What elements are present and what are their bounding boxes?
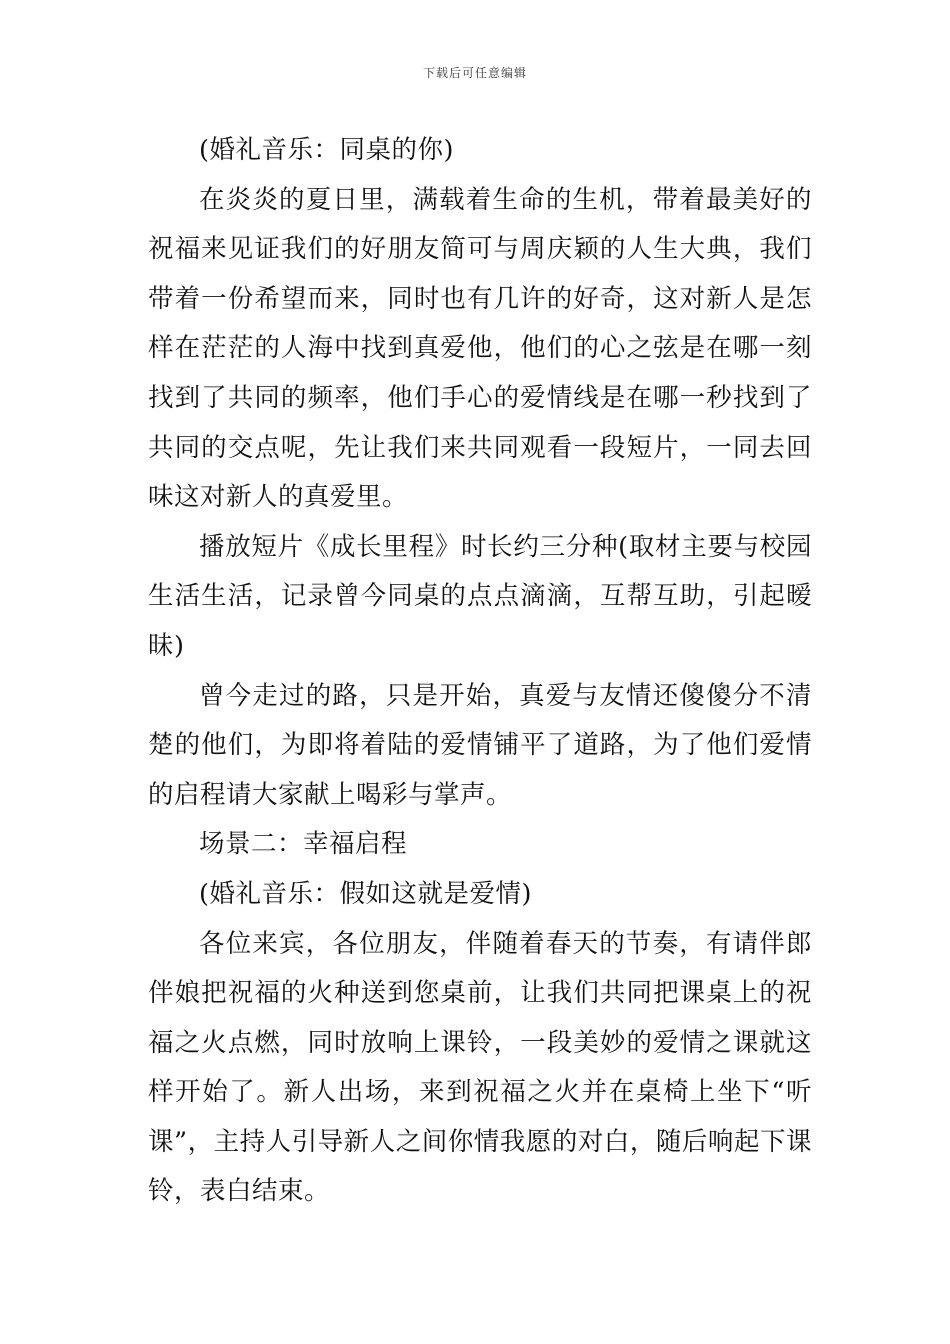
paragraph-short-film: 播放短片《成长里程》时长约三分种(取材主要与校园生活生活，记录曾今同桌的点点滴滴，互帮互助，引起暧昧): [148, 531, 812, 661]
paragraph-scene-two-narration: 各位来宾，各位朋友，伴随着春天的节奏，有请伴郎伴娘把祝福的火种送到您桌前，让我们共同把课桌上的祝福之火点燃，同时放响上课铃，一段美妙的爱情之课就这样开始了。新人出场，来到祝福之火并在桌椅上坐下“听课”，主持人引导新人之间你情我愿的对白，随后响起下课铃，表白结束。: [148, 928, 812, 1207]
paragraph-music-cue-1: (婚礼音乐：同桌的你): [199, 135, 454, 165]
paragraph-opening-narration: 在炎炎的夏日里，满载着生命的生机，带着最美好的祝福来见证我们的好朋友简可与周庆颖的人生大典，我们带着一份希望而来，同时也有几许的好奇，这对新人是怎样在茫茫的人海中找到真爱他，他们的心之弦是在哪一刻找到了共同的频率，他们手心的爱情线是在哪一秒找到了共同的交点呢，先让我们来共同观看一段短片，一同去回味这对新人的真爱里。: [148, 184, 812, 513]
paragraph-music-cue-2: (婚礼音乐：假如这就是爱情): [199, 878, 532, 909]
document-body: [148, 126, 812, 1217]
paragraph-applause-call: 曾今走过的路，只是开始，真爱与友情还傻傻分不清楚的他们，为即将着陆的爱情铺平了道路，为了他们爱情的启程请大家献上喝彩与掌声。: [148, 680, 812, 810]
page-header-note: 下载后可任意编辑: [422, 66, 527, 80]
paragraph-scene-two-heading: 场景二：幸福启程: [199, 829, 408, 860]
